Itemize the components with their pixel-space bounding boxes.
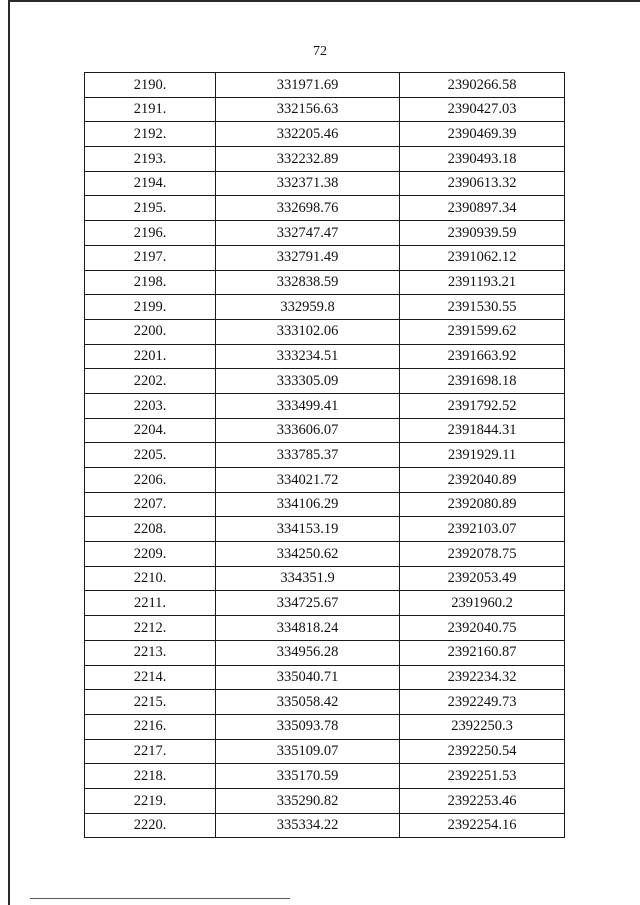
point-number-cell: 2206. [85, 468, 216, 493]
table-row [85, 764, 565, 789]
point-number-cell: 2215. [85, 690, 216, 715]
x-coordinate-cell: 334021.72 [216, 468, 400, 493]
table-row [85, 171, 565, 196]
table-row [85, 393, 565, 418]
y-coordinate-cell: 2390469.39 [400, 122, 565, 147]
y-coordinate-cell: 2392250.54 [400, 739, 565, 764]
x-coordinate-cell: 332791.49 [216, 245, 400, 270]
y-coordinate-cell: 2391960.2 [400, 591, 565, 616]
point-number-cell: 2202. [85, 369, 216, 394]
point-number-cell: 2191. [85, 97, 216, 122]
x-coordinate-cell: 335334.22 [216, 813, 400, 838]
y-coordinate-cell: 2392078.75 [400, 542, 565, 567]
table-row [85, 813, 565, 838]
y-coordinate-cell: 2392040.75 [400, 616, 565, 641]
y-coordinate-cell: 2390266.58 [400, 73, 565, 98]
point-number-cell: 2220. [85, 813, 216, 838]
x-coordinate-cell: 332371.38 [216, 171, 400, 196]
x-coordinate-cell: 335093.78 [216, 714, 400, 739]
x-coordinate-cell: 331971.69 [216, 73, 400, 98]
x-coordinate-cell: 332205.46 [216, 122, 400, 147]
point-number-cell: 2211. [85, 591, 216, 616]
x-coordinate-cell: 334725.67 [216, 591, 400, 616]
table-row [85, 295, 565, 320]
x-coordinate-cell: 334250.62 [216, 542, 400, 567]
x-coordinate-cell: 332232.89 [216, 147, 400, 172]
point-number-cell: 2213. [85, 640, 216, 665]
table-row [85, 196, 565, 221]
y-coordinate-cell: 2390939.59 [400, 221, 565, 246]
y-coordinate-cell: 2391530.55 [400, 295, 565, 320]
table-row [85, 591, 565, 616]
page-number: 72 [313, 44, 327, 59]
y-coordinate-cell: 2392080.89 [400, 492, 565, 517]
x-coordinate-cell: 332959.8 [216, 295, 400, 320]
table-row [85, 566, 565, 591]
x-coordinate-cell: 335058.42 [216, 690, 400, 715]
table-row [85, 714, 565, 739]
y-coordinate-cell: 2391193.21 [400, 270, 565, 295]
table-row [85, 122, 565, 147]
x-coordinate-cell: 332838.59 [216, 270, 400, 295]
y-coordinate-cell: 2391792.52 [400, 393, 565, 418]
table-row [85, 665, 565, 690]
y-coordinate-cell: 2392250.3 [400, 714, 565, 739]
y-coordinate-cell: 2390613.32 [400, 171, 565, 196]
table-row [85, 270, 565, 295]
x-coordinate-cell: 333102.06 [216, 319, 400, 344]
y-coordinate-cell: 2392103.07 [400, 517, 565, 542]
y-coordinate-cell: 2392254.16 [400, 813, 565, 838]
table-row [85, 344, 565, 369]
scan-edge-top [8, 0, 640, 2]
y-coordinate-cell: 2391599.62 [400, 319, 565, 344]
point-number-cell: 2201. [85, 344, 216, 369]
table-row [85, 517, 565, 542]
y-coordinate-cell: 2392234.32 [400, 665, 565, 690]
point-number-cell: 2196. [85, 221, 216, 246]
point-number-cell: 2190. [85, 73, 216, 98]
x-coordinate-cell: 335040.71 [216, 665, 400, 690]
scan-edge-left [8, 0, 10, 905]
y-coordinate-cell: 2390493.18 [400, 147, 565, 172]
point-number-cell: 2203. [85, 393, 216, 418]
point-number-cell: 2204. [85, 418, 216, 443]
point-number-cell: 2207. [85, 492, 216, 517]
y-coordinate-cell: 2390897.34 [400, 196, 565, 221]
point-number-cell: 2194. [85, 171, 216, 196]
table-row [85, 690, 565, 715]
table-row [85, 443, 565, 468]
point-number-cell: 2199. [85, 295, 216, 320]
point-number-cell: 2192. [85, 122, 216, 147]
point-number-cell: 2216. [85, 714, 216, 739]
point-number-cell: 2218. [85, 764, 216, 789]
table-row [85, 73, 565, 98]
x-coordinate-cell: 335170.59 [216, 764, 400, 789]
point-number-cell: 2214. [85, 665, 216, 690]
y-coordinate-cell: 2390427.03 [400, 97, 565, 122]
y-coordinate-cell: 2392251.53 [400, 764, 565, 789]
y-coordinate-cell: 2392253.46 [400, 788, 565, 813]
point-number-cell: 2217. [85, 739, 216, 764]
point-number-cell: 2197. [85, 245, 216, 270]
table-row [85, 640, 565, 665]
point-number-cell: 2210. [85, 566, 216, 591]
point-number-cell: 2198. [85, 270, 216, 295]
point-number-cell: 2212. [85, 616, 216, 641]
table-row [85, 97, 565, 122]
x-coordinate-cell: 335109.07 [216, 739, 400, 764]
table-row [85, 418, 565, 443]
point-number-cell: 2205. [85, 443, 216, 468]
x-coordinate-cell: 334106.29 [216, 492, 400, 517]
x-coordinate-cell: 335290.82 [216, 788, 400, 813]
y-coordinate-cell: 2391698.18 [400, 369, 565, 394]
coordinate-table [84, 72, 565, 838]
x-coordinate-cell: 334153.19 [216, 517, 400, 542]
table-row [85, 221, 565, 246]
x-coordinate-cell: 334818.24 [216, 616, 400, 641]
y-coordinate-cell: 2392053.49 [400, 566, 565, 591]
x-coordinate-cell: 332747.47 [216, 221, 400, 246]
x-coordinate-cell: 333499.41 [216, 393, 400, 418]
y-coordinate-cell: 2391929.11 [400, 443, 565, 468]
x-coordinate-cell: 333234.51 [216, 344, 400, 369]
x-coordinate-cell: 334956.28 [216, 640, 400, 665]
x-coordinate-cell: 334351.9 [216, 566, 400, 591]
table-row [85, 788, 565, 813]
y-coordinate-cell: 2392249.73 [400, 690, 565, 715]
point-number-cell: 2208. [85, 517, 216, 542]
point-number-cell: 2195. [85, 196, 216, 221]
y-coordinate-cell: 2392160.87 [400, 640, 565, 665]
table-row [85, 739, 565, 764]
table-row [85, 542, 565, 567]
point-number-cell: 2219. [85, 788, 216, 813]
table-row [85, 147, 565, 172]
x-coordinate-cell: 332698.76 [216, 196, 400, 221]
point-number-cell: 2200. [85, 319, 216, 344]
x-coordinate-cell: 333305.09 [216, 369, 400, 394]
y-coordinate-cell: 2391844.31 [400, 418, 565, 443]
point-number-cell: 2193. [85, 147, 216, 172]
coordinate-table-body [85, 73, 565, 838]
table-row [85, 468, 565, 493]
table-row [85, 492, 565, 517]
table-row [85, 369, 565, 394]
table-row [85, 616, 565, 641]
x-coordinate-cell: 333606.07 [216, 418, 400, 443]
x-coordinate-cell: 332156.63 [216, 97, 400, 122]
table-row [85, 245, 565, 270]
y-coordinate-cell: 2391663.92 [400, 344, 565, 369]
point-number-cell: 2209. [85, 542, 216, 567]
table-row [85, 319, 565, 344]
scan-edge-bottom [30, 898, 290, 899]
y-coordinate-cell: 2392040.89 [400, 468, 565, 493]
x-coordinate-cell: 333785.37 [216, 443, 400, 468]
y-coordinate-cell: 2391062.12 [400, 245, 565, 270]
